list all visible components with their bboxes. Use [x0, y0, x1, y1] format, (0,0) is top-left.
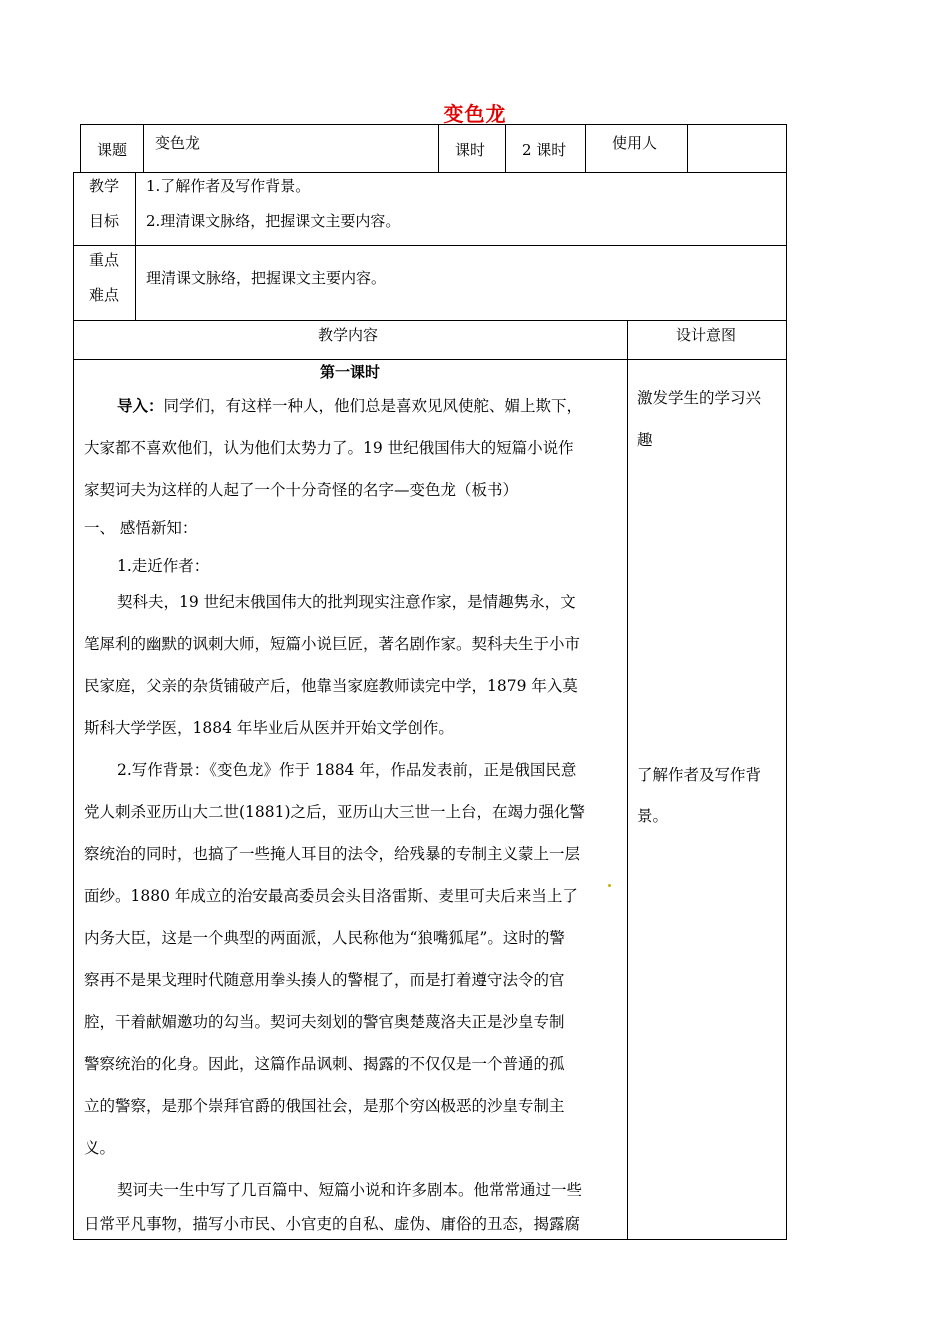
design-note-2-line1: 了解作者及写作背 — [637, 766, 762, 784]
col-divider — [505, 124, 506, 172]
col-divider — [585, 124, 586, 172]
background-line-4: 面纱。1880 年成立的治安最高委员会头目洛雷斯、麦里可夫后来当上了 — [84, 887, 578, 905]
author-line-3: 民家庭，父亲的杂货铺破产后，他靠当家庭教师读完中学，1879 年入莫 — [84, 677, 578, 695]
background-line-7: 腔，干着献媚邀功的勾当。契诃夫刻划的警官奥楚蔑洛夫正是沙皇专制 — [84, 1013, 565, 1031]
user-label: 使用人 — [612, 134, 658, 152]
works-line-1: 契诃夫一生中写了几百篇中、短篇小说和许多剧本。他常常通过一些 — [117, 1181, 583, 1199]
section-heading: 一、 感悟新知： — [84, 519, 198, 537]
goal-item-2: 2.理清课文脉络，把握课文主要内容。 — [146, 212, 401, 230]
keypoints-label-line2: 难点 — [89, 286, 120, 304]
background-line-1: 2.写作背景：《变色龙》作于 1884 年，作品发表前，正是俄国民意 — [117, 761, 577, 779]
hours-label: 课时 — [455, 141, 486, 159]
background-line-2: 党人刺杀亚历山大二世(1881)之后，亚历山大三世一上台，在竭力强化警 — [84, 803, 586, 821]
author-line-1: 契科夫，19 世纪末俄国伟大的批判现实注意作家，是情趣隽永，文 — [117, 593, 576, 611]
background-line-3: 察统治的同时，也搞了一些掩人耳目的法令，给残暴的专制主义蒙上一层 — [84, 845, 581, 863]
row-divider — [73, 359, 787, 360]
author-line-4: 斯科大学学医，1884 年毕业后从医并开始文学创作。 — [84, 719, 454, 737]
intro-line-3: 家契诃夫为这样的人起了一个十分奇怪的名字—变色龙（板书） — [84, 481, 519, 499]
intro-label: 导入： — [117, 396, 164, 415]
col-divider — [80, 124, 81, 172]
design-note-1-line2: 趣 — [637, 431, 653, 449]
background-line-8: 警察统治的化身。因此，这篇作品讽刺、揭露的不仅仅是一个普通的孤 — [84, 1055, 565, 1073]
intro-line-2: 大家都不喜欢他们，认为他们太势力了。19 世纪俄国伟大的短篇小说作 — [84, 439, 574, 457]
intro-text: 同学们，有这样一种人，他们总是喜欢见风使舵、媚上欺下， — [163, 397, 583, 415]
background-line-10: 义。 — [84, 1139, 116, 1157]
keypoints-label-line1: 重点 — [89, 251, 120, 269]
intro-line-1 — [117, 394, 582, 416]
topic-value: 变色龙 — [155, 134, 201, 152]
works-line-2: 日常平凡事物，描写小市民、小官吏的自私、虚伪、庸俗的丑态，揭露腐 — [84, 1215, 581, 1233]
background-line-6: 察再不是果戈理时代随意用拳头揍人的警棍了，而是打着遵守法令的官 — [84, 971, 565, 989]
table-bottom-border — [73, 1239, 787, 1240]
topic-label: 课题 — [97, 141, 128, 159]
design-note-2-line2: 景。 — [637, 807, 669, 825]
background-line-5: 内务大臣，这是一个典型的两面派，人民称他为“狼嘴狐尾”。这时的警 — [84, 929, 565, 947]
row-divider — [73, 245, 787, 246]
design-note-1-line1: 激发学生的学习兴 — [637, 389, 762, 407]
row-divider — [73, 172, 787, 173]
background-line-9: 立的警察，是那个崇拜官爵的俄国社会，是那个穷凶极恶的沙皇专制主 — [84, 1097, 565, 1115]
document-title: 变色龙 — [443, 102, 507, 126]
table-top-border — [80, 124, 787, 125]
row-divider — [73, 320, 787, 321]
table-right-border — [786, 124, 787, 1239]
goal-item-1: 1.了解作者及写作背景。 — [146, 177, 311, 195]
col-divider — [687, 124, 688, 172]
subsection-author: 1.走近作者： — [117, 557, 210, 575]
author-line-2: 笔犀利的幽默的讽刺大师，短篇小说巨匠，著名剧作家。契科夫生于小市 — [84, 635, 581, 653]
keypoints-text: 理清课文脉络，把握课文主要内容。 — [146, 269, 387, 287]
lesson-heading — [0, 362, 627, 382]
col-divider — [438, 124, 439, 172]
table-left-border — [73, 172, 74, 1239]
col-divider — [143, 124, 144, 172]
goals-label-line2: 目标 — [89, 212, 120, 230]
col-divider — [627, 320, 628, 1239]
col-divider — [135, 172, 136, 320]
goals-label-line1: 教学 — [89, 177, 120, 195]
hours-value: 2 课时 — [522, 141, 567, 159]
lesson-heading-text: 第一课时 — [319, 363, 380, 381]
design-column-header: 设计意图 — [676, 326, 737, 344]
lesson-body — [84, 394, 624, 1234]
scan-speck — [608, 884, 611, 887]
content-column-header: 教学内容 — [318, 326, 379, 344]
